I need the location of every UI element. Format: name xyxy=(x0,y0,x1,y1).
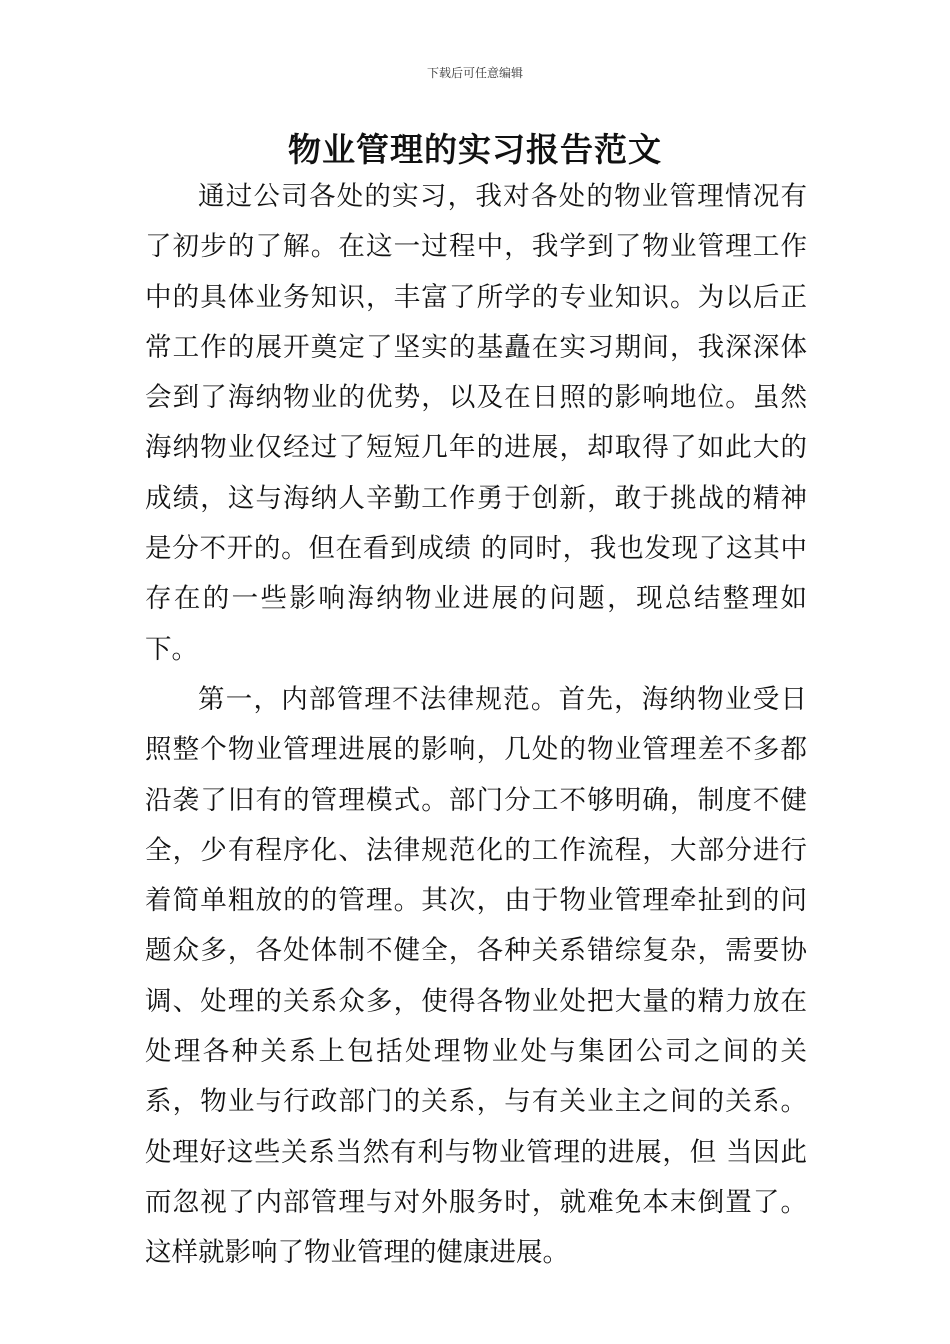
header-note: 下载后可任意编辑 xyxy=(426,66,523,80)
paragraph-2: 第一，内部管理不法律规范。首先，海纳物业受日照整个物业管理进展的影响，几处的物业管理差不多都沿袭了旧有的管理模式。部门分工不够明确，制度不健全，少有程序化、法律规范化的工作流程，大部分进行着简单粗放的的管理。其次，由于物业管理牵扯到的问题众多，各处体制不健全，各种关系错综复杂，需要协调、处理的关系众多，使得各物业处把大量的精力放在处理各种关系上包括处理物业处与集团公司之间的关系，物业与行政部门的关系，与有关业主之间的关系。处理好这些关系当然有利与物业管理的进展，但 当因此而忽视了内部管理与对外服务时，就难免本末倒置了。这样就影响了物业管理的健康进展。 xyxy=(145,683,807,1269)
paragraph-1: 通过公司各处的实习，我对各处的物业管理情况有了初步的了解。在这一过程中，我学到了物业管理工作中的具体业务知识，丰富了所学的专业知识。为以后正常工作的展开奠定了坚实的基矗在实习期间，我深深体会到了海纳物业的优势，以及在日照的影响地位。虽然海纳物业仅经过了短短几年的进展，却取得了如此大的成绩，这与海纳人辛勤工作勇于创新，敢于挑战的精神是分不开的。但在看到成绩 的同时，我也发现了这其中存在的一些影响海纳物业进展的问题，现总结整理如下。 xyxy=(145,181,807,665)
document-title: 物业管理的实习报告范文 xyxy=(288,130,662,169)
document-body xyxy=(145,172,807,1279)
